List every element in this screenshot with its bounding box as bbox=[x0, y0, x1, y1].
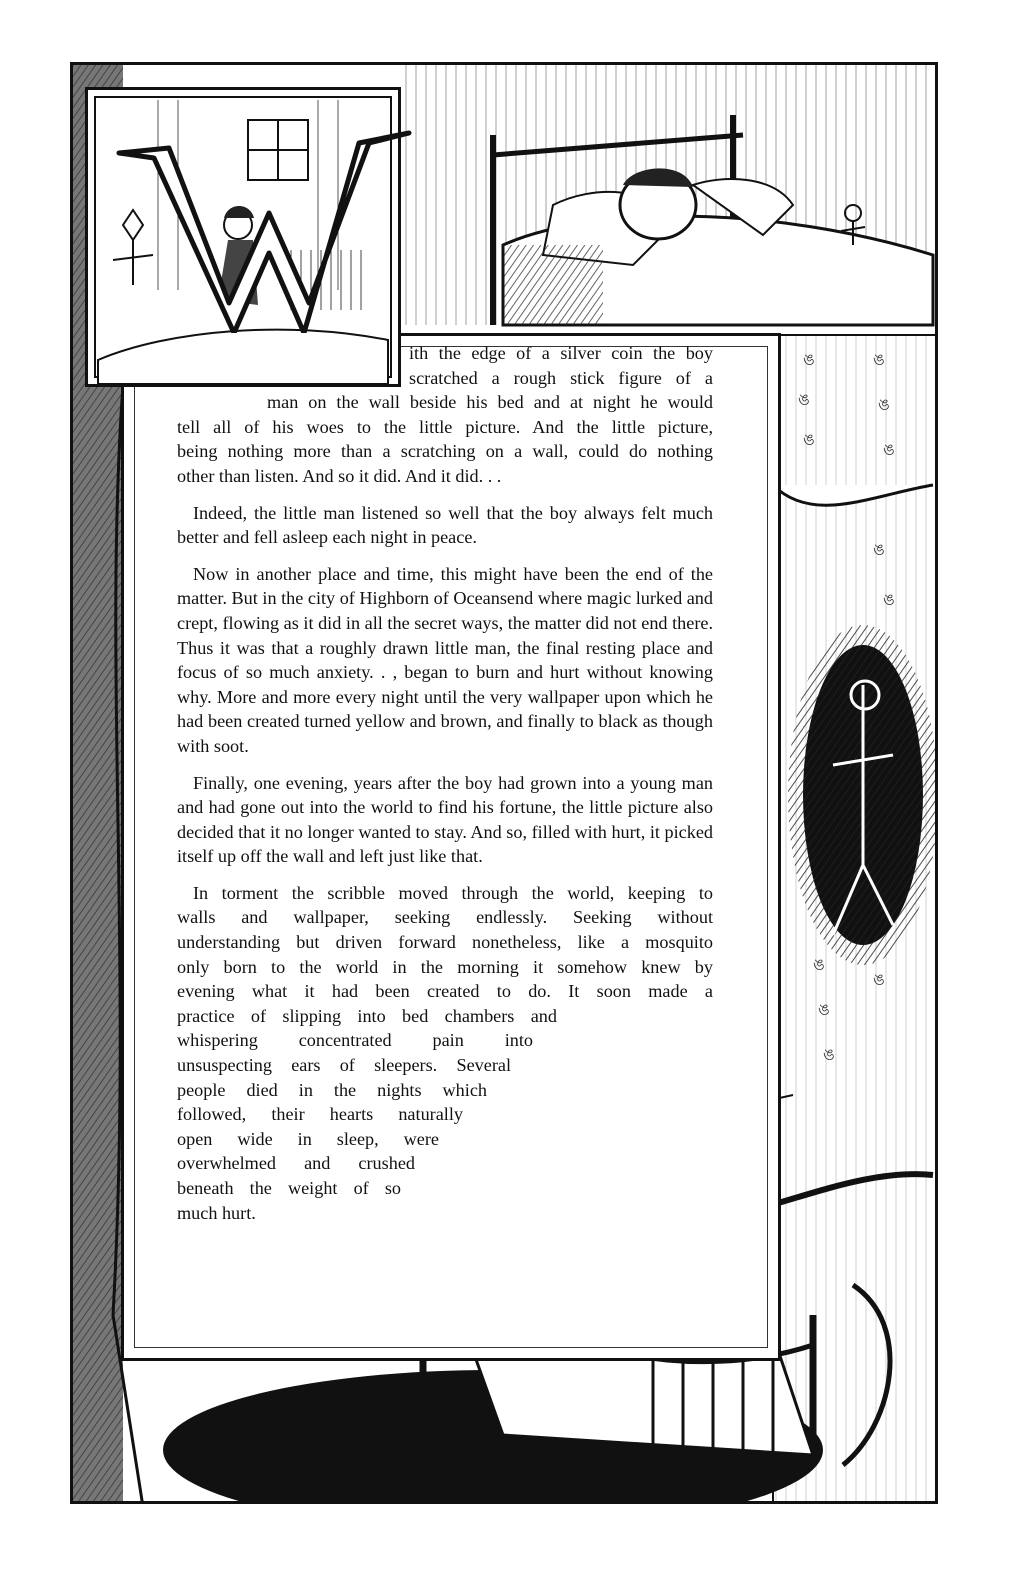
svg-text:ঙ: ঙ bbox=[798, 390, 810, 409]
drop-cap-w bbox=[109, 103, 439, 333]
comic-page bbox=[70, 62, 938, 1504]
svg-text:ঙ: ঙ bbox=[873, 350, 885, 369]
svg-text:ঙ: ঙ bbox=[883, 440, 895, 459]
svg-text:ঙ: ঙ bbox=[813, 955, 825, 974]
svg-text:ঙ: ঙ bbox=[873, 540, 885, 559]
opening-line-1: ith the edge of a silver coin the boy bbox=[409, 343, 713, 363]
final-line-5: evening what it had been created to do. It soon made a bbox=[177, 981, 713, 1002]
final-line-3: understanding but driven forward nonetheless, like a mosquito bbox=[177, 932, 713, 953]
opening-line-2: scratched a rough stick figure of a bbox=[409, 367, 713, 388]
paragraph-2: Now in another place and time, this might have been the end of the matter. But in the city of Highborn of Oceansend where magic lurked and crept, flowing as it did in all the secret ways, the matter did not end there. Thus it was that a roughly drawn little man, the final resting place and focus of so much anxiety. . , began to burn and hurt without knowing why. More and more every night until the very wallpaper upon which he had been created turned yellow and brown, and finally to black as though with soot. bbox=[177, 563, 713, 756]
svg-text:ঙ: ঙ bbox=[803, 430, 815, 449]
svg-text:ঙ: ঙ bbox=[803, 350, 815, 369]
final-line-7: whispering concentrated pain into bbox=[177, 1030, 533, 1051]
final-line-2: walls and wallpaper, seeking endlessly. Seeking without bbox=[177, 907, 713, 928]
svg-text:ঙ: ঙ bbox=[878, 395, 890, 414]
final-line-12: overwhelmed and crushed bbox=[177, 1153, 415, 1174]
scorch-mark bbox=[788, 625, 938, 965]
final-line-9: people died in the nights which bbox=[177, 1079, 487, 1100]
opening-line-3: man on the wall beside his bed and at night he would bbox=[267, 392, 713, 413]
svg-text:ঙ: ঙ bbox=[883, 590, 895, 609]
opening-line-6: other than listen. And so it did. And it did. . . bbox=[177, 465, 502, 486]
drop-cap-letter: W bbox=[119, 135, 129, 146]
final-line-8: unsuspecting ears of sleepers. Several bbox=[177, 1055, 511, 1076]
final-line-6: practice of slipping into bed chambers and bbox=[177, 1005, 557, 1026]
svg-text:ঙ: ঙ bbox=[818, 1000, 830, 1019]
paragraph-1: Indeed, the little man listened so well that the boy always felt much better and fell asleep each night in peace. bbox=[177, 502, 713, 548]
final-line-4: only born to the world in the morning it somehow knew by bbox=[177, 956, 713, 977]
final-paragraph bbox=[177, 881, 713, 1225]
svg-text:ঙ: ঙ bbox=[823, 1045, 835, 1064]
final-line-13: beneath the weight of so bbox=[177, 1178, 401, 1198]
final-line-10: followed, their hearts naturally bbox=[177, 1104, 463, 1125]
final-line-1: In torment the scribble moved through the world, keeping to bbox=[193, 882, 713, 903]
story-text bbox=[177, 341, 713, 1225]
final-line-14: much hurt. bbox=[177, 1202, 256, 1223]
opening-line-5: being nothing more than a scratching on a wall, could do nothing bbox=[177, 441, 713, 462]
opening-line-4: tell all of his woes to the little picture. And the little picture, bbox=[177, 416, 713, 437]
paragraph-3: Finally, one evening, years after the boy had grown into a young man and had gone out into the world to find his fortune, the little picture also decided that it no longer wanted to stay. And so, filled with hurt, it picked itself up off the wall and left just like that. bbox=[177, 772, 713, 867]
final-line-11: open wide in sleep, were bbox=[177, 1128, 439, 1149]
svg-text:ঙ: ঙ bbox=[873, 970, 885, 989]
